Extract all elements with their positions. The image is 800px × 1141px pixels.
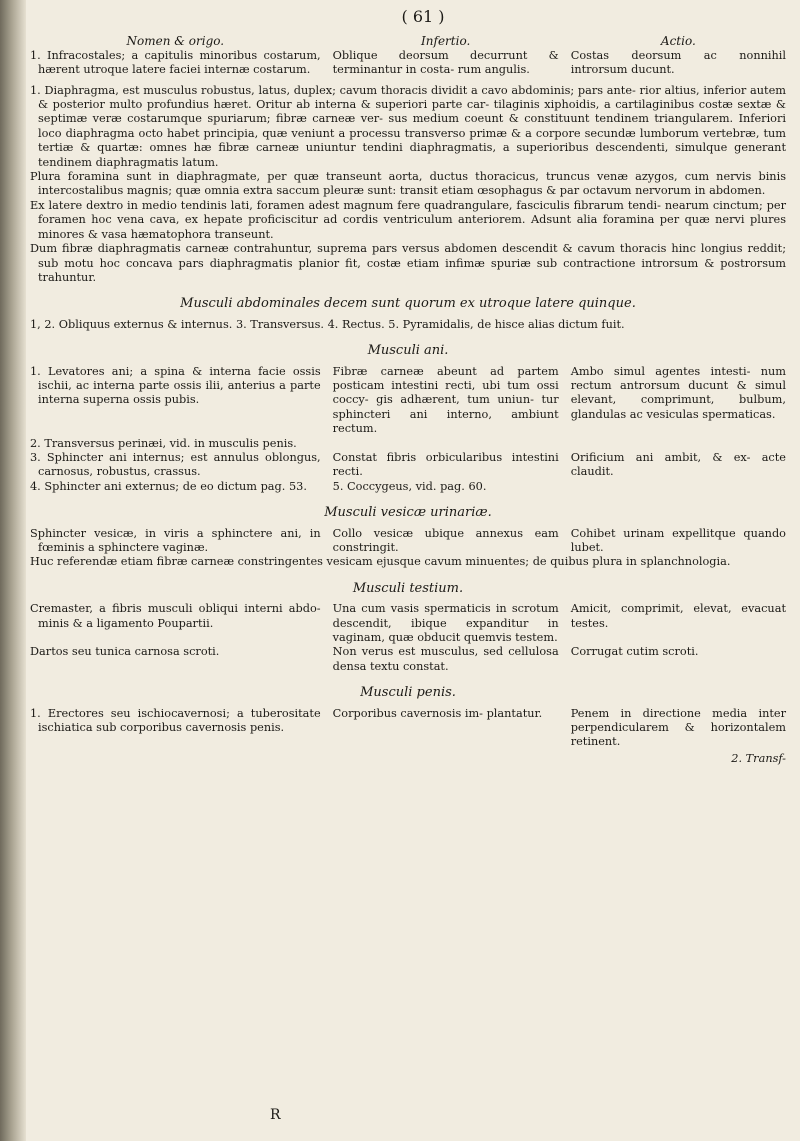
table-row xyxy=(30,645,786,674)
cell-insertio: Corporibus cavernosis im- plantatur. xyxy=(332,706,543,720)
abdominales-text: 1, 2. Obliquus externus & internus. 3. Transversus. 4. Rectus. 5. Pyramidalis, de hisce alias dictum fuit. xyxy=(30,317,625,331)
table-row xyxy=(30,49,786,78)
cell-insertio: Constat fibris orbicularibus intestini recti. xyxy=(332,450,559,479)
cell-insertio: Fibræ carneæ abeunt ad partem posticam intestini recti, ubi tum ossi coccy- gis adhærent, tum uniun- tur sphincteri ani interno, ambiunt rectum. xyxy=(332,364,559,436)
abdominales-heading: Musculi abdominales decem sunt quorum ex utroque latere quinque. xyxy=(180,296,636,312)
testium-heading: Musculi testium. xyxy=(352,580,464,596)
cell-insertio xyxy=(333,437,559,451)
cell-origo: Sphincter vesicæ, in viris a sphinctere ani, in fœminis a sphinctere vaginæ. xyxy=(30,526,321,554)
col-header-actio: Actio. xyxy=(660,34,696,49)
table-row xyxy=(30,451,786,480)
vesicae-note: Huc referendæ etiam fibræ carneæ constringentes vesicam ejusque cavum minuentes; de quibus plura in splanchnologia. xyxy=(30,555,731,569)
cell-actio: Amicit, comprimit, elevat, evacuat testes. xyxy=(570,602,786,630)
cell-insertio: Una cum vasis spermaticis in scrotum descendit, ibique expanditur in vaginam, quæ obducit quemvis testem. xyxy=(332,602,559,645)
table-row xyxy=(30,707,786,750)
cell-insertio: Collo vesicæ ubique annexus eam constringit. xyxy=(332,526,559,554)
cell-actio: Costas deorsum ac nonnihil introrsum ducunt. xyxy=(570,48,786,77)
table-row xyxy=(30,527,786,556)
signature-mark: R xyxy=(270,1107,281,1123)
diaphragma-paragraph: Plura foramina sunt in diaphragmate, per quæ transeunt aorta, ductus thoracicus, truncus venæ azygos, cum nervis binis intercostalibus magnis; quæ omnia extra saccum pleuræ sunt: transit etiam œsophagus & par octavum nervorum in abdomen. xyxy=(30,170,786,198)
cell-actio: Cohibet urinam expellitque quando lubet. xyxy=(570,526,786,554)
document-page xyxy=(30,8,786,1131)
cell-origo: 3. Sphincter ani internus; est annulus oblongus, carnosus, robustus, crassus. xyxy=(30,450,321,479)
table-row xyxy=(30,602,786,645)
cell-origo: Cremaster, a fibris musculi obliqui interni abdo- minis & a ligamento Poupartii. xyxy=(30,602,321,630)
cell-origo: 1. Infracostales; a capitulis minoribus costarum, hærent utroque latere faciei internæ costarum. xyxy=(30,48,321,77)
cell-origo: 1. Erectores seu ischiocavernosi; a tuberositate ischiatica sub corporibus cavernosis penis. xyxy=(30,706,321,735)
penis-heading: Musculi penis. xyxy=(360,685,456,701)
footer-row xyxy=(30,752,786,766)
cell-origo: 1. Levatores ani; a spina & interna facie ossis ischii, ac interna parte ossis ilii, anterius a parte interna superna ossis pubis. xyxy=(30,364,321,407)
cell-actio: Ambo simul agentes intesti- num rectum antrorsum ducunt & simul elevant, comprimunt, bulbum, glandulas ac vesiculas spermaticas. xyxy=(570,364,786,421)
cell-origo: 2. Transversus perinæi, vid. in musculis penis. xyxy=(30,436,297,450)
diaphragma-paragraph: Dum fibræ diaphragmatis carneæ contrahuntur, suprema pars versus abdomen descendit & cavum thoracis hinc longius reddit; sub motu hoc concava pars diaphragmatis planior fit, costæ etiam infimæ spuriæ sub contractione introrsum & postrorsum trahuntur. xyxy=(30,242,786,284)
vesicae-heading: Musculi vesicæ urinariæ. xyxy=(324,505,492,521)
cell-actio: Corrugat cutim scroti. xyxy=(570,645,699,659)
cell-insertio: Oblique deorsum decurrunt & terminantur in costa- rum angulis. xyxy=(332,48,559,77)
col-header-insertio: Infertio. xyxy=(421,34,471,49)
cell-origo: Dartos seu tunica carnosa scroti. xyxy=(30,645,220,659)
page-number: ( 61 ) xyxy=(401,7,445,26)
column-headers xyxy=(30,34,786,48)
ani-heading: Musculi ani. xyxy=(367,343,449,359)
cell-actio: Penem in directione media inter perpendicularem & horizontalem retinent. xyxy=(570,706,786,749)
table-row xyxy=(30,437,786,451)
cell-actio xyxy=(571,480,786,494)
diaphragma-paragraph: 1. Diaphragma, est musculus robustus, latus, duplex; cavum thoracis dividit a cavo abdominis; pars ante- rior altius, inferior autem & posterior multo profundius hæret. Oritur ab interna & superiori parte car- tilaginis xiphoidis, a cartilaginibus costæ sextæ & septimæ veræ costarumque spuriarum; fibræ carneæ ver- sus medium coeunt & constituunt tendinem triangularem. Inferiori loco diaphragma octo habet principia, quæ veniunt a processu transverso primæ & a corpore secundæ lumborum vertebræ, tum tertiæ & quartæ: omnes hæ fibræ carneæ uniuntur tendini diaphragmatis, a superioribus descendenti, simulque generant tendinem diaphragmatis latum. xyxy=(30,83,786,169)
cell-origo: 4. Sphincter ani externus; de eo dictum pag. 53. xyxy=(30,479,307,493)
diaphragma-paragraph: Ex latere dextro in medio tendinis lati, foramen adest magnum fere quadrangulare, fasciculis fibrarum tendi- nearum cinctum; per foramen hoc vena cava, ex hepate proficiscitur ad cordis ventriculum anteriorem. Adsunt alia foramina per quæ nervi plures minores & vasa hæmatophora transeunt. xyxy=(30,198,786,241)
table-row xyxy=(30,480,786,494)
col-header-nomen: Nomen & origo. xyxy=(126,34,225,49)
cell-actio xyxy=(571,437,786,451)
cell-actio: Orificium ani ambit, & ex- acte claudit. xyxy=(570,450,786,479)
catchword: 2. Transf- xyxy=(731,751,786,765)
table-row xyxy=(30,365,786,437)
cell-insertio: 5. Coccygeus, vid. pag. 60. xyxy=(332,479,487,493)
cell-insertio: Non verus est musculus, sed cellulosa densa textu constat. xyxy=(332,645,559,673)
page-binding-edge xyxy=(0,0,26,1141)
